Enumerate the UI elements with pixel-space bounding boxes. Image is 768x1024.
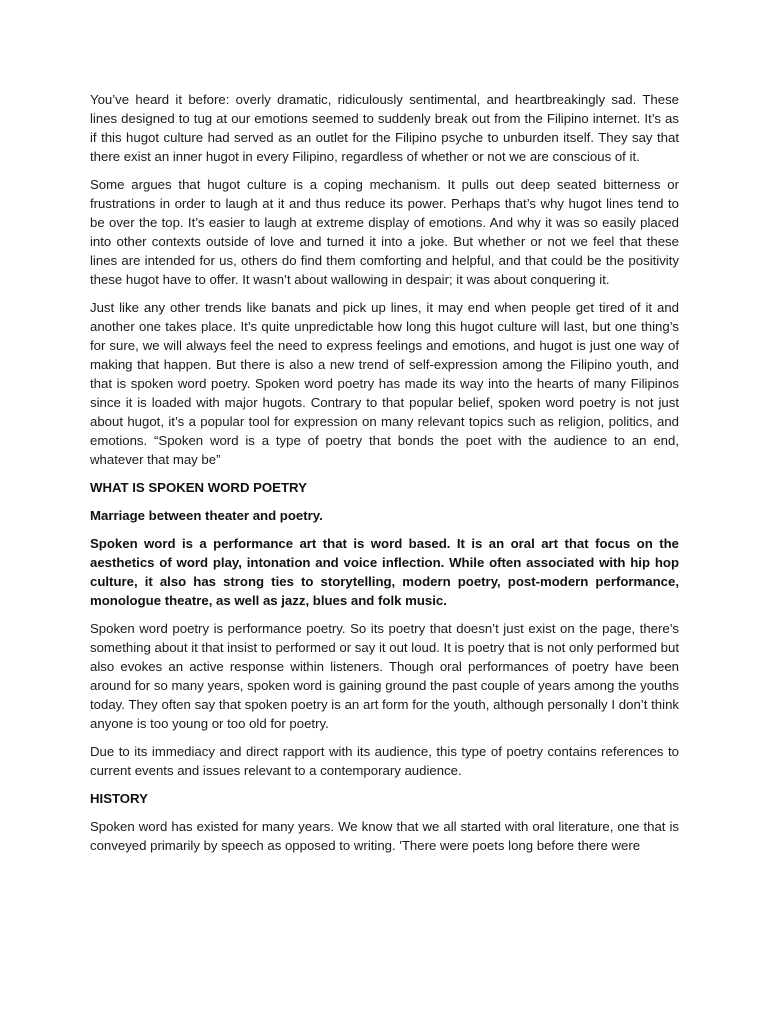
heading-what-is-spoken-word: WHAT IS SPOKEN WORD POETRY [90, 480, 307, 495]
subheading-marriage: Marriage between theater and poetry. [90, 508, 323, 523]
document-page [90, 90, 679, 855]
paragraph-definition: Spoken word is a performance art that is word based. It is an oral art that focus on the aesthetics of word play, intonation and voice inflection. While often associated with hip hop culture, it also has strong ties to storytelling, modern poetry, post-modern performance, monologue theatre, as well as jazz, blues and folk music. [90, 536, 679, 608]
heading-history: HISTORY [90, 791, 148, 806]
paragraph-immediacy: Due to its immediacy and direct rapport with its audience, this type of poetry contains references to current events and issues relevant to a contemporary audience. [90, 744, 679, 778]
paragraph-hugot-intro: You’ve heard it before: overly dramatic, ridiculously sentimental, and heartbreakingly sad. These lines designed to tug at our emotions seemed to suddenly break out from the Filipino internet. It’s as if this hugot culture had served as an outlet for the Filipino psyche to unburden itself. They say that there exist an inner hugot in every Filipino, regardless of whether or not we are conscious of it. [90, 92, 679, 164]
paragraph-performance-poetry: Spoken word poetry is performance poetry. So its poetry that doesn’t just exist on the page, there’s something about it that insist to performed or say it out loud. It is poetry that is not only performed but also evokes an active response within listeners. Though oral performances of poetry have been around for so many years, spoken word is gaining ground the past couple of years among the youths today. They often say that spoken poetry is an art form for the youth, although personally I don’t think anyone is too young or too old for poetry. [90, 621, 679, 731]
paragraph-history: Spoken word has existed for many years. We know that we all started with oral literature, one that is conveyed primarily by speech as opposed to writing. 'There were poets long before there were [90, 819, 679, 853]
paragraph-coping-mechanism: Some argues that hugot culture is a coping mechanism. It pulls out deep seated bitterness or frustrations in order to laugh at it and thus reduce its power. Perhaps that’s why hugot lines tend to be over the top. It’s easier to laugh at extreme display of emotions. And why it was so easily placed into other contexts outside of love and turned it into a joke. But whether or not we feel that these lines are intended for us, others do find them comforting and helpful, and that could be the positivity these hugot have to offer. It wasn’t about wallowing in despair; it was about conquering it. [90, 177, 679, 287]
paragraph-trends: Just like any other trends like banats and pick up lines, it may end when people get tired of it and another one takes place. It’s quite unpredictable how long this hugot culture will last, but one thing’s for sure, we will always feel the need to express feelings and emotions, and hugot is just one way of making that happen. But there is also a new trend of self-expression among the Filipino youth, and that is spoken word poetry. Spoken word poetry has made its way into the hearts of many Filipinos since it is loaded with major hugots. Contrary to that popular belief, spoken word poetry is not just about hugot, it’s a popular tool for expression on many relevant topics such as religion, politics, and emotions. “Spoken word is a type of poetry that bonds the poet with the audience to an end, whatever that may be” [90, 300, 679, 467]
